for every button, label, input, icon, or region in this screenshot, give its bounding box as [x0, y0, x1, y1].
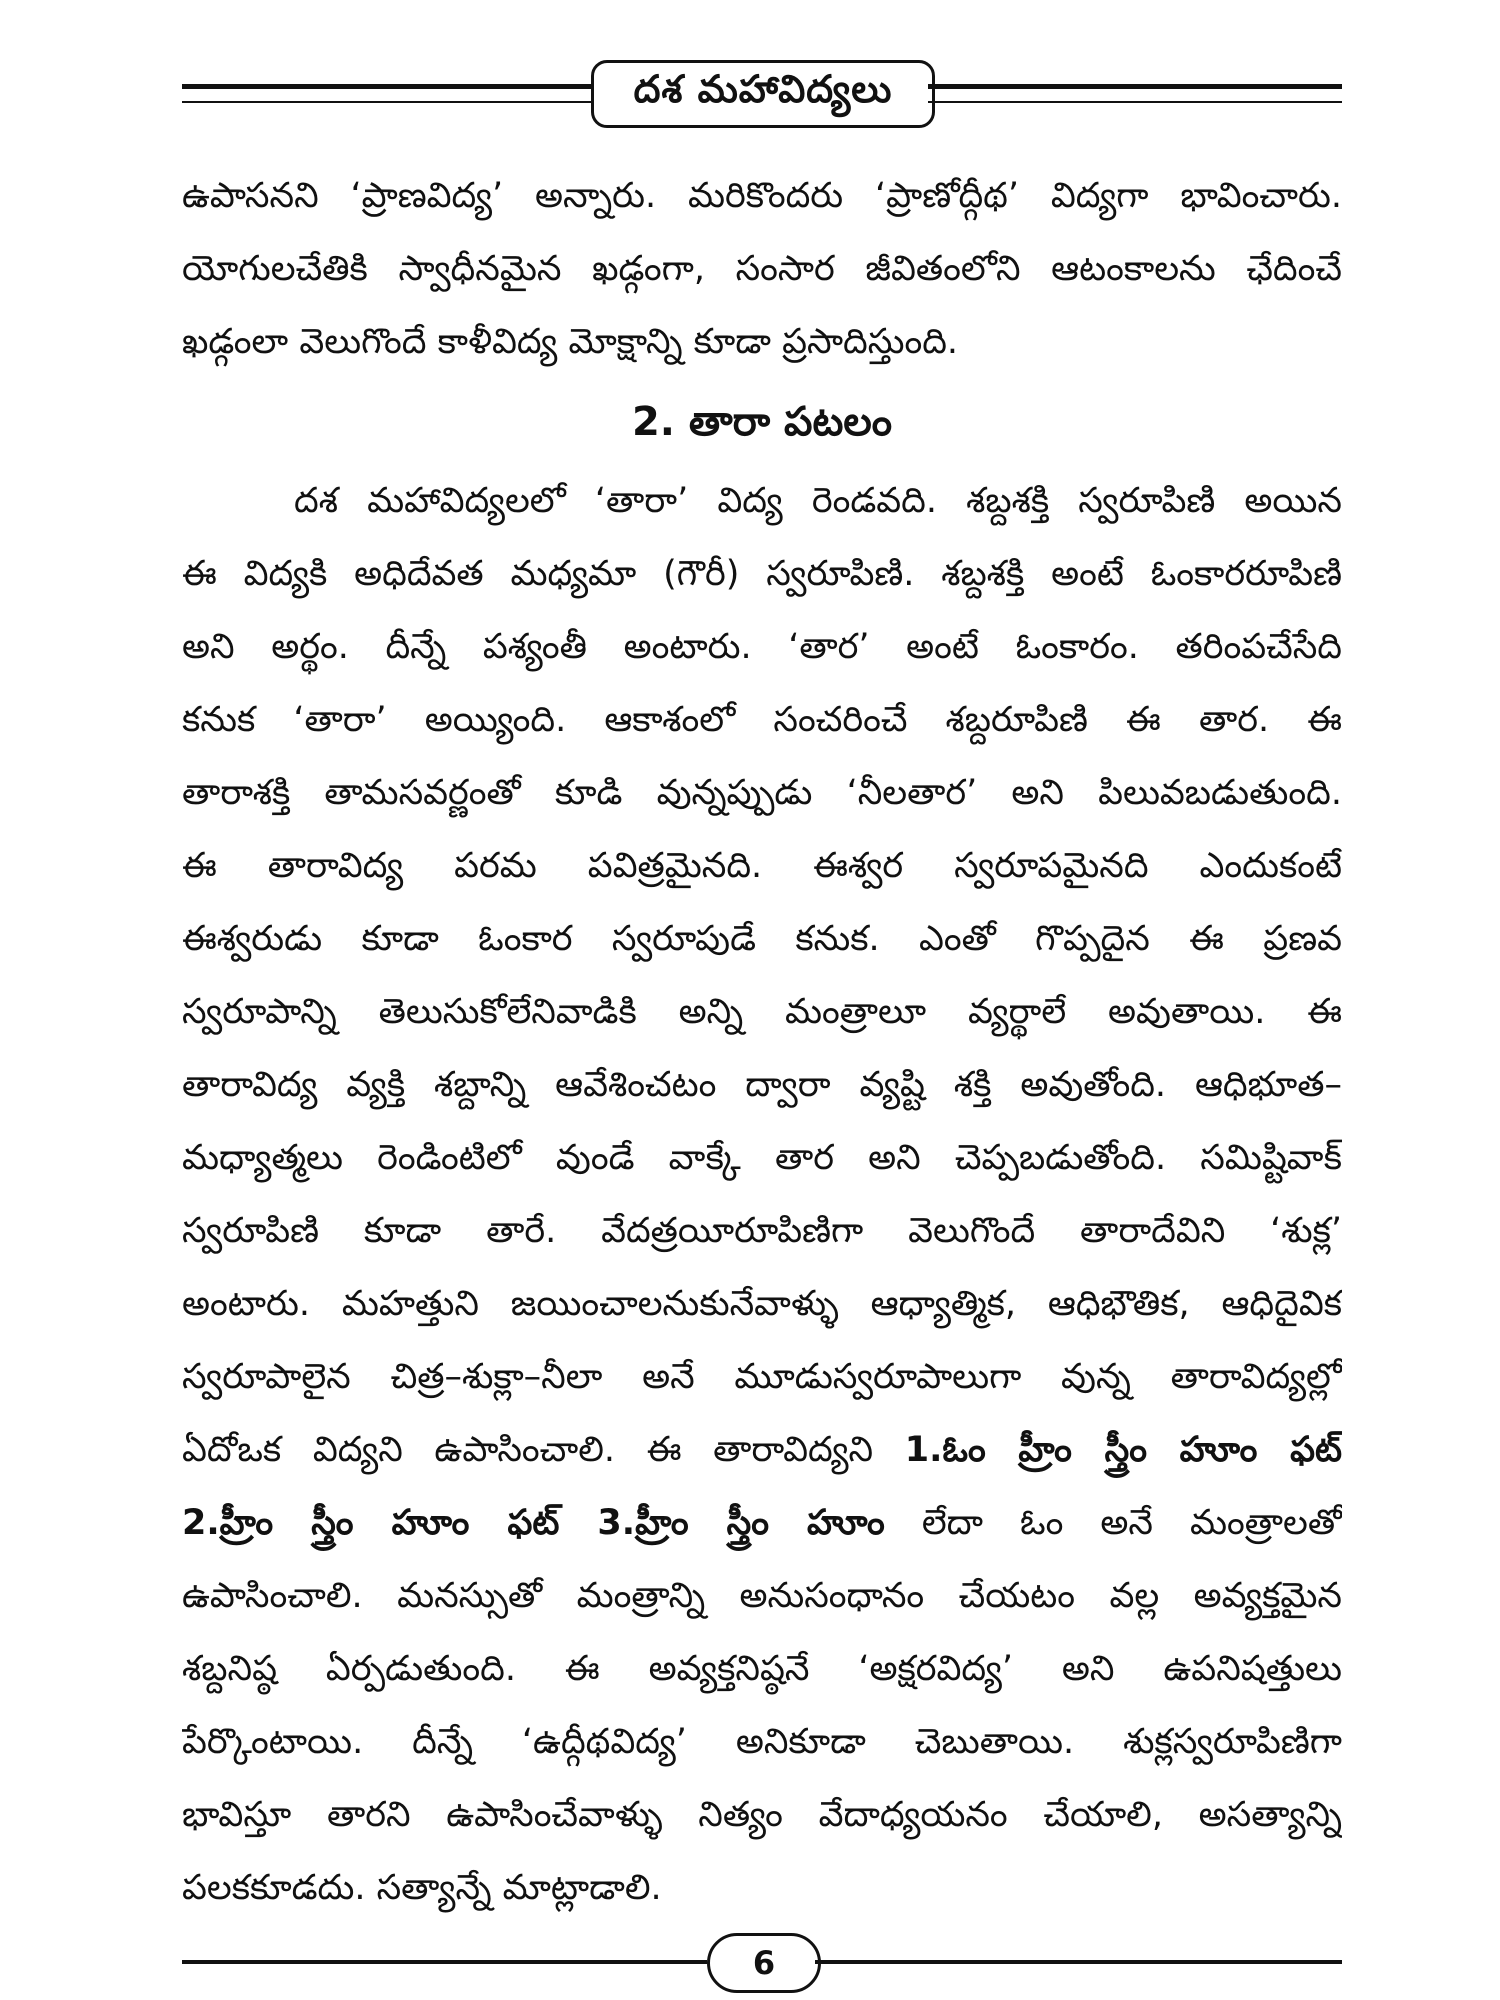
body-text: లేదా ఓం అనే మంత్రాలతో — [921, 1503, 1342, 1543]
footer-rule-left — [182, 1960, 707, 1964]
paragraph-first-line: దశ మహావిద్యలలో ‘తారా’ విద్య రెండవది. శబ్దశక్తి స్వరూపిణి అయిన — [294, 481, 1342, 521]
body-line: స్వరూపాలైన చిత్ర–శుక్లా–నీలా అనే మూడుస్వరూపాలుగా వున్న తారావిద్యల్లో — [182, 1357, 1342, 1397]
body-line: ఖడ్గంలా వెలుగొందే కాళీవిద్య మోక్షాన్ని కూడా ప్రసాదిస్తుంది. — [182, 322, 959, 362]
body-line: ఉపాసనని ‘ప్రాణవిద్య’ అన్నారు. మరికొందరు ‘ప్రాణోద్గీథ’ విద్యగా భావించారు. — [182, 176, 1342, 216]
running-header-title: దశ మహావిద్యలు — [633, 67, 893, 111]
body-line: పేర్కొంటాయి. దీన్నే ‘ఉద్గీథవిద్య’ అనికూడా చెబుతాయి. శుక్లస్వరూపిణిగా — [182, 1722, 1342, 1762]
body-line: తారాశక్తి తామసవర్ణంతో కూడి వున్నప్పుడు ‘నీలతార’ అని పిలువబడుతుంది. — [182, 773, 1342, 813]
page-number-badge — [707, 1933, 821, 1993]
body-line: అంటారు. మహత్తుని జయించాలనుకునేవాళ్ళు ఆధ్యాత్మిక, ఆధిభౌతిక, ఆధిదైవిక — [182, 1284, 1342, 1324]
mantra-line-2 — [182, 1487, 1342, 1560]
body-line: యోగులచేతికి స్వాధీనమైన ఖడ్గంగా, సంసార జీవితంలోని ఆటంకాలను ఛేదించే — [182, 249, 1342, 289]
body-line: ఈ విద్యకి అధిదేవత మధ్యమా (గౌరీ) స్వరూపిణి. శబ్దశక్తి అంటే ఓంకారరూపిణి — [182, 554, 1342, 594]
body-line: మధ్యాత్మలు రెండింటిలో వుండే వాక్కే తార అని చెప్పబడుతోంది. సమిష్టివాక్ — [182, 1138, 1342, 1178]
body-line: తారావిద్య వ్యక్తి శబ్దాన్ని ఆవేశించటం ద్వారా వ్యష్టి శక్తి అవుతోంది. ఆధిభూత– — [182, 1065, 1342, 1105]
body-line: ఈ తారావిద్య పరమ పవిత్రమైనది. ఈశ్వర స్వరూపమైనది ఎందుకంటే — [182, 846, 1342, 886]
body-line: కనుక ‘తారా’ అయ్యింది. ఆకాశంలో సంచరించే శబ్దరూపిణి ఈ తార. ఈ — [182, 700, 1342, 740]
body-line: ఉపాసించాలి. మనస్సుతో మంత్రాన్ని అనుసంధానం చేయటం వల్ల అవ్యక్తమైన — [182, 1576, 1342, 1616]
body-text: ఏదోఒక విద్యని ఉపాసించాలి. ఈ తారావిద్యని — [182, 1430, 874, 1470]
body-line: పలకకూడదు. సత్యాన్నే మాట్లాడాలి. — [182, 1868, 662, 1908]
footer-rule-right — [815, 1960, 1342, 1964]
header-rule-left — [182, 84, 592, 103]
body-line: స్వరూపాన్ని తెలుసుకోలేనివాడికి అన్ని మంత్రాలూ వ్యర్థాలే అవుతాయి. ఈ — [182, 992, 1342, 1032]
page-body — [182, 160, 1342, 1925]
body-line: అని అర్థం. దీన్నే పశ్యంతీ అంటారు. ‘తార’ అంటే ఓంకారం. తరింపచేసేది — [182, 627, 1342, 667]
section-heading: 2. తారా పటలం — [631, 399, 893, 445]
body-line: శబ్దనిష్ఠ ఏర్పడుతుంది. ఈ అవ్యక్తనిష్ఠనే ‘అక్షరవిద్య’ అని ఉపనిషత్తులు — [182, 1649, 1342, 1689]
mantra-line-1 — [182, 1414, 1342, 1487]
mantra-text: 2.హ్రీం స్త్రీం హూం ఫట్ 3.హ్రీం స్త్రీం హూం — [182, 1503, 885, 1543]
page-number: 6 — [752, 1944, 776, 1982]
running-header — [591, 60, 935, 128]
body-line: స్వరూపిణి కూడా తారే. వేదత్రయీరూపిణిగా వెలుగొందే తారాదేవిని ‘శుక్ల’ — [182, 1211, 1342, 1251]
header-rule-right — [928, 84, 1342, 103]
body-line: ఈశ్వరుడు కూడా ఓంకార స్వరూపుడే కనుక. ఎంతో గొప్పదైన ఈ ప్రణవ — [182, 919, 1342, 959]
body-line: భావిస్తూ తారని ఉపాసించేవాళ్ళు నిత్యం వేదాధ్యయనం చేయాలి, అసత్యాన్ని — [182, 1795, 1342, 1835]
mantra-text: 1.ఓం హ్రీం స్త్రీం హూం ఫట్ — [904, 1430, 1342, 1470]
